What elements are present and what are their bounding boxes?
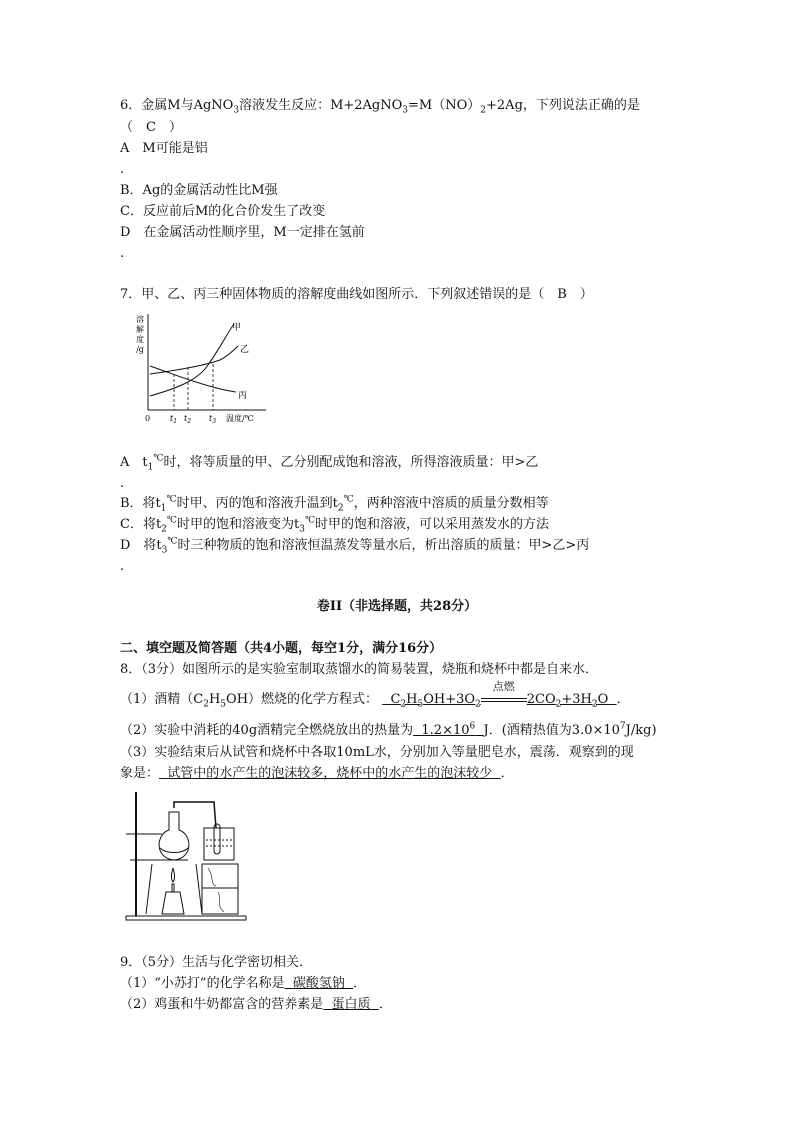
curve-yi [150, 346, 238, 374]
q7-stem: 7．甲、乙、丙三种固体物质的溶解度曲线如图所示．下列叙述错误的是（ B ） [120, 287, 593, 302]
svg-text:t2: $t_2$ [184, 414, 192, 425]
q6-dot: . [120, 246, 125, 261]
graph-xlabel: 温度/℃ [226, 414, 254, 423]
q8-part3: （3）实验结束后从试管和烧杯中各取10mL水，分别加入等量肥皂水，震荡．观察到的现 [120, 745, 634, 760]
q7-option-b: B．将$t_1^℃$时甲、丙的饱和溶液升温到$t_2^℃$，两种溶液中溶质的质量分数相等 [120, 494, 549, 514]
solubility-graph [128, 310, 268, 435]
svg-text:t1: $t_1$ [170, 414, 178, 425]
part2-title: 卷II（非选择题，共28分） [316, 599, 478, 614]
q6-stem: 6．金属M与AgNO$_3$溶液发生反应：$M+2AgNO_3=M(NO)_2+2Ag$，下列说法正确的是 [120, 98, 640, 116]
svg-text:t3: $t_3$ [209, 414, 217, 425]
q6-answer: （ C ） [120, 120, 182, 135]
svg-text:解: 解 [136, 325, 144, 334]
svg-text:/g: /g [136, 345, 144, 354]
q8-equation: $C_2H_5OH+3O_2$ [390, 692, 481, 710]
curve-label-yi: 乙 [240, 345, 250, 355]
q9-stem: 9．（5分）生活与化学密切相关． [120, 955, 313, 970]
q8-stem: 8．（3分）如图所示的是实验室制取蒸馏水的简易装置，烧瓶和烧杯中都是自来水． [120, 662, 599, 677]
q8-part1: （1）酒精$(C_2H_5OH)$燃烧的化学方程式： $C_2H_5OH+3O_2$ 点燃 $2CO_2+3H_2O$ ． [120, 680, 630, 710]
q6-option-a: A M可能是铝 [120, 141, 208, 156]
q7-option-c: C．将$t_2^℃$时甲的饱和溶液变为$t_3^℃$时甲的饱和溶液，可以采用蒸发水的方法 [120, 515, 550, 535]
curve-label-jia: 甲 [232, 323, 242, 333]
q7-option-a: A $t_1^℃$时，将等质量的甲、乙分别配成饱和溶液，所得溶液质量：甲>乙 [120, 453, 539, 473]
q6-option-d: D 在金属活动性顺序里，M一定排在氢前 [120, 225, 365, 240]
q9-part2: （2）鸡蛋和牛奶都富含的营养素是 蛋白质 ． [120, 997, 392, 1012]
curve-jia [150, 324, 234, 396]
svg-text:度: 度 [136, 335, 144, 344]
q6-option-c: C．反应前后M的化合价发生了改变 [120, 204, 326, 219]
q6-option-b: B．Ag的金属活动性比M强 [120, 183, 278, 198]
q9-part1: （1）“小苏打”的化学名称是 碳酸氢钠 ． [120, 976, 367, 991]
curve-label-bing: 丙 [238, 391, 248, 401]
reaction-condition: 点燃 [481, 692, 527, 708]
graph-ylabel: 溶 [136, 315, 144, 324]
q6-dot: . [120, 162, 125, 177]
q7-dot: . [120, 476, 125, 491]
q8-part3-answer: 象是： 试管中的水产生的泡沫较多，烧杯中的水产生的泡沫较少 ． [120, 766, 514, 781]
distillation-apparatus [122, 788, 252, 926]
section-heading: 二、填空题及简答题（共4小题，每空1分，满分16分） [120, 641, 443, 656]
graph-origin: 0 [145, 414, 151, 423]
q7-option-d: D 将$t_3^℃$时三种物质的饱和溶液恒温蒸发等量水后，析出溶质的质量：甲>乙>丙 [120, 536, 590, 556]
q7-dot: . [120, 559, 125, 574]
q8-part2: （2）实验中消耗的40g酒精完全燃烧放出的热量为 $1.2\times 10^6$ J．(酒精热值为$3.0\times 10^7J/kg$) [120, 721, 657, 738]
